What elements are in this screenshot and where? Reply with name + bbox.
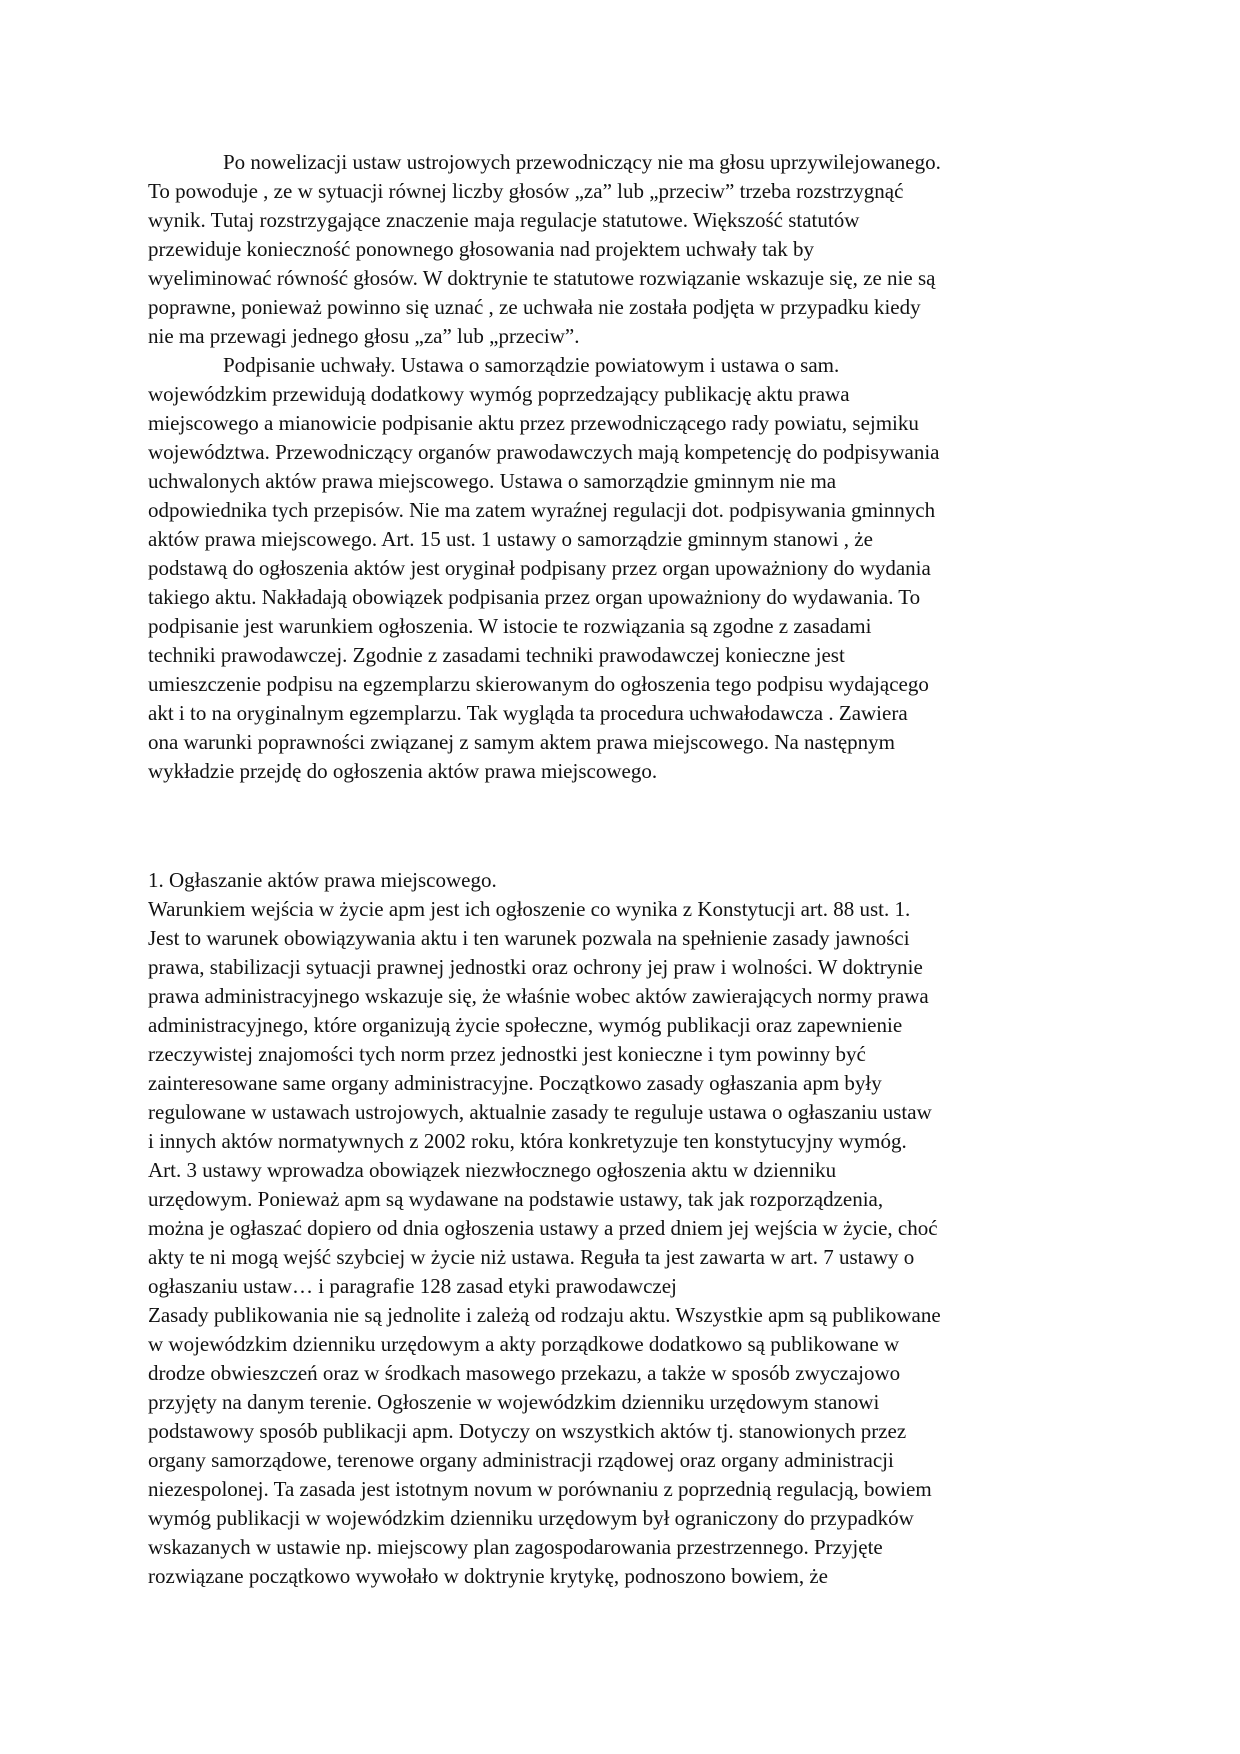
text-line: prawa, stabilizacji sytuacji prawnej jednostki oraz ochrony jej praw i wolności. W doktrynie: [148, 955, 923, 979]
text-line: można je ogłaszać dopiero od dnia ogłoszenia ustawy a przed dniem jej wejścia w życie, choć: [148, 1216, 938, 1240]
text-line: regulowane w ustawach ustrojowych, aktualnie zasady te reguluje ustawa o ogłaszaniu ustaw: [148, 1100, 932, 1124]
text-line: podstawą do ogłoszenia aktów jest oryginał podpisany przez organ upoważniony do wydania: [148, 556, 931, 580]
text-line: zainteresowane same organy administracyjne. Początkowo zasady ogłaszania apm były: [148, 1071, 882, 1095]
text-line: akty te ni mogą wejść szybciej w życie niż ustawa. Reguła ta jest zawarta w art. 7 ustawy o: [148, 1245, 915, 1269]
text-line: Warunkiem wejścia w życie apm jest ich ogłoszenie co wynika z Konstytucji art. 88 ust. 1.: [148, 897, 911, 921]
text-line: województwa. Przewodniczący organów prawodawczych mają kompetencję do podpisywania: [148, 440, 940, 464]
text-line: umieszczenie podpisu na egzemplarzu skierowanym do ogłoszenia tego podpisu wydającego: [148, 672, 929, 696]
text-line: i innych aktów normatywnych z 2002 roku, która konkretyzuje ten konstytucyjny wymóg.: [148, 1129, 907, 1153]
text-line: wojewódzkim przewidują dodatkowy wymóg poprzedzający publikację aktu prawa: [148, 382, 850, 406]
text-line: przewiduje konieczność ponownego głosowania nad projektem uchwały tak by: [148, 237, 814, 261]
paragraph-block-publication: [148, 866, 941, 1591]
text-line: Po nowelizacji ustaw ustrojowych przewodniczący nie ma głosu uprzywilejowanego.: [223, 150, 941, 174]
text-line: wymóg publikacji w wojewódzkim dzienniku urzędowym był ograniczony do przypadków: [148, 1506, 914, 1530]
text-line: uchwalonych aktów prawa miejscowego. Ustawa o samorządzie gminnym nie ma: [148, 469, 837, 493]
text-line: organy samorządowe, terenowe organy administracji rządowej oraz organy administracji: [148, 1448, 894, 1472]
text-line: drodze obwieszczeń oraz w środkach masowego przekazu, a także w sposób zwyczajowo: [148, 1361, 901, 1385]
text-line: miejscowego a mianowicie podpisanie aktu przez przewodniczącego rady powiatu, sejmiku: [148, 411, 919, 435]
text-line: Art. 3 ustawy wprowadza obowiązek niezwłocznego ogłoszenia aktu w dzienniku: [148, 1158, 837, 1182]
text-line: nie ma przewagi jednego głosu „za” lub „przeciw”.: [148, 324, 580, 348]
text-line: wskazanych w ustawie np. miejscowy plan zagospodarowania przestrzennego. Przyjęte: [148, 1535, 883, 1559]
text-line: Podpisanie uchwały. Ustawa o samorządzie powiatowym i ustawa o sam.: [223, 353, 840, 377]
text-line: rzeczywistej znajomości tych norm przez jednostki jest konieczne i tym powinny być: [148, 1042, 866, 1066]
text-line: w wojewódzkim dzienniku urzędowym a akty porządkowe dodatkowo są publikowane w: [148, 1332, 900, 1356]
section-heading: 1. Ogłaszanie aktów prawa miejscowego.: [148, 868, 497, 892]
text-line: ogłaszaniu ustaw… i paragrafie 128 zasad etyki prawodawczej: [148, 1274, 677, 1298]
text-line: ona warunki poprawności związanej z samym aktem prawa miejscowego. Na następnym: [148, 730, 895, 754]
text-line: wykładzie przejdę do ogłoszenia aktów prawa miejscowego.: [148, 759, 658, 783]
text-line: rozwiązane początkowo wywołało w doktrynie krytykę, podnoszono bowiem, że: [148, 1564, 828, 1588]
text-line: wynik. Tutaj rozstrzygające znaczenie maja regulacje statutowe. Większość statutów: [148, 208, 860, 232]
text-line: To powoduje , ze w sytuacji równej liczby głosów „za” lub „przeciw” trzeba rozstrzygnąć: [148, 179, 904, 203]
text-line: podpisanie jest warunkiem ogłoszenia. W istocie te rozwiązania są zgodne z zasadami: [148, 614, 872, 638]
text-line: urzędowym. Ponieważ apm są wydawane na podstawie ustawy, tak jak rozporządzenia,: [148, 1187, 884, 1211]
text-line: przyjęty na danym terenie. Ogłoszenie w wojewódzkim dzienniku urzędowym stanowi: [148, 1390, 880, 1414]
text-line: poprawne, ponieważ powinno się uznać , ze uchwała nie została podjęta w przypadku kiedy: [148, 295, 921, 319]
text-line: aktów prawa miejscowego. Art. 15 ust. 1 ustawy o samorządzie gminnym stanowi , że: [148, 527, 873, 551]
text-line: akt i to na oryginalnym egzemplarzu. Tak wygląda ta procedura uchwałodawcza . Zawiera: [148, 701, 908, 725]
text-line: odpowiednika tych przepisów. Nie ma zatem wyraźnej regulacji dot. podpisywania gminnych: [148, 498, 936, 522]
text-line: Jest to warunek obowiązywania aktu i ten warunek pozwala na spełnienie zasady jawności: [148, 926, 910, 950]
text-line: techniki prawodawczej. Zgodnie z zasadami techniki prawodawczej konieczne jest: [148, 643, 845, 667]
text-line: wyeliminować równość głosów. W doktrynie te statutowe rozwiązanie wskazuje się, ze nie są: [148, 266, 936, 290]
text-line: Zasady publikowania nie są jednolite i zależą od rodzaju aktu. Wszystkie apm są publikowane: [148, 1303, 941, 1327]
text-line: prawa administracyjnego wskazuje się, że właśnie wobec aktów zawierających normy prawa: [148, 984, 929, 1008]
text-line: administracyjnego, które organizują życie społeczne, wymóg publikacji oraz zapewnienie: [148, 1013, 903, 1037]
paragraph-block-resolution-signing: [148, 148, 941, 786]
text-line: takiego aktu. Nakładają obowiązek podpisania przez organ upoważniony do wydawania. To: [148, 585, 921, 609]
text-line: podstawowy sposób publikacji apm. Dotyczy on wszystkich aktów tj. stanowionych przez: [148, 1419, 907, 1443]
text-line: niezespolonej. Ta zasada jest istotnym novum w porównaniu z poprzednią regulacją, bowiem: [148, 1477, 932, 1501]
